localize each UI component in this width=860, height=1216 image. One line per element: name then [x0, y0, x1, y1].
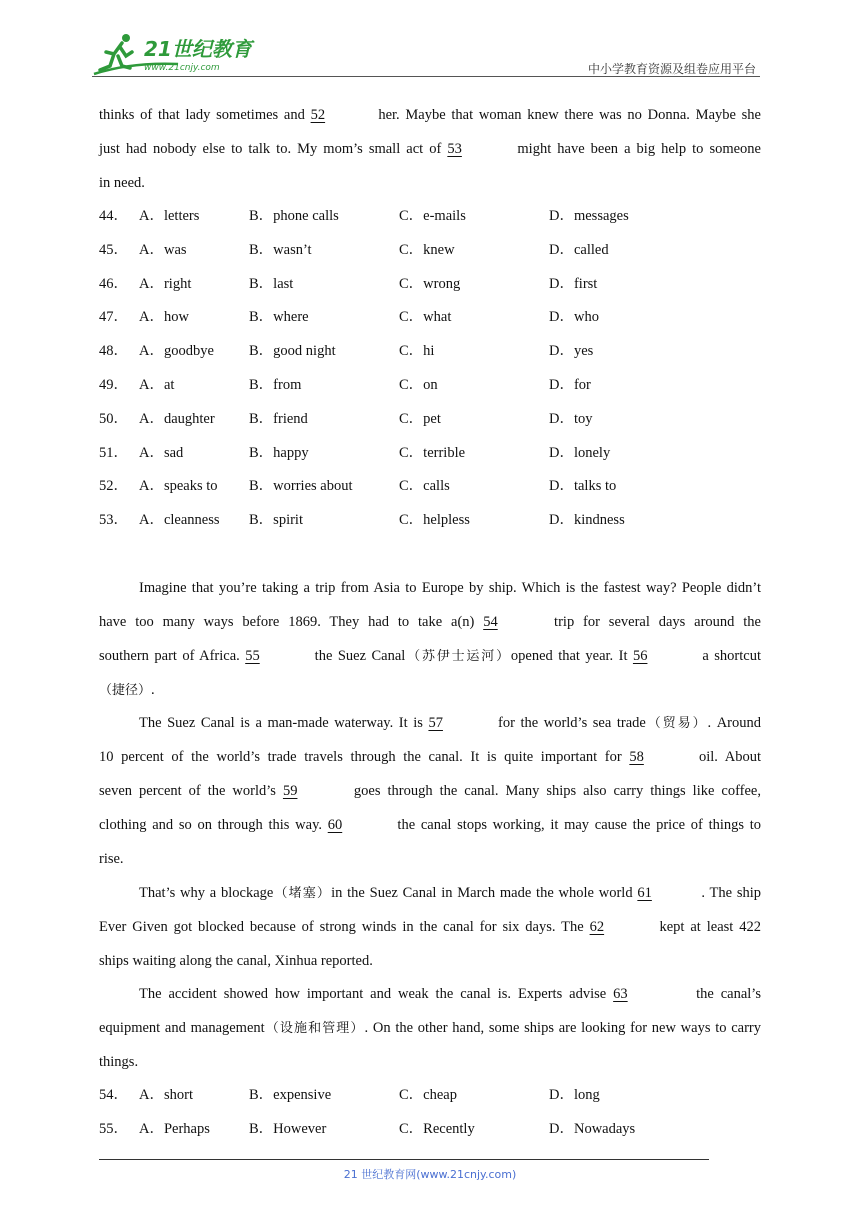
- passage-line: equipment and management（设施和管理）. On the other hand, some ships are looking for new ways to carry: [99, 1020, 761, 1036]
- passage-line: Imagine that you’re taking a trip from Asia to Europe by ship. Which is the fastest way? People didn’t: [139, 580, 761, 596]
- option-c: C．wrong: [399, 275, 461, 292]
- blank-55: 55: [245, 648, 260, 664]
- option-a: A．at: [139, 377, 175, 393]
- blank-52: 52: [310, 107, 326, 123]
- page-header: [92, 30, 760, 78]
- option-row: [99, 206, 761, 226]
- option-b: B．friend: [249, 410, 308, 427]
- option-c: C．e-mails: [399, 208, 466, 224]
- option-row: [99, 307, 761, 327]
- passage-line: southern part of Africa. 55 the Suez Canal（苏伊士运河）opened that year. It 56 a shortcut: [99, 648, 761, 664]
- option-d: D．who: [549, 309, 599, 326]
- option-a: A．how: [139, 309, 189, 326]
- passage-line: just had nobody else to talk to. My mom’s small act of 53 might have been a big help to someone: [99, 141, 761, 157]
- blank-57: 57: [428, 715, 443, 731]
- option-c: C．knew: [399, 241, 455, 258]
- passage-line: Ever Given got blocked because of strong winds in the canal for six days. The 62 kept at least 422: [99, 919, 761, 935]
- question-number: 55．: [99, 1121, 128, 1137]
- option-row: [99, 375, 761, 395]
- passage-line: That’s why a blockage（堵塞）in the Suez Canal in March made the whole world 61 . The ship: [139, 885, 761, 901]
- option-b: B．where: [249, 309, 309, 326]
- passage-line: things.: [99, 1054, 139, 1070]
- question-number: 44．: [99, 208, 128, 224]
- question-number: 48．: [99, 343, 128, 360]
- option-row: [99, 510, 761, 530]
- blank-58: 58: [629, 749, 644, 765]
- option-row: [99, 1085, 761, 1105]
- question-number: 51．: [99, 444, 128, 461]
- question-number: 50．: [99, 410, 128, 427]
- option-b: B．wasn’t: [249, 241, 312, 258]
- option-a: A．Perhaps: [139, 1121, 210, 1137]
- option-a: A．sad: [139, 444, 184, 461]
- svg-text:21世纪教育: 21世纪教育: [144, 37, 252, 61]
- question-number: 49．: [99, 377, 128, 393]
- passage-line: have too many ways before 1869. They had to take a(n) 54 trip for several days around the: [99, 614, 761, 630]
- question-number: 47．: [99, 309, 128, 326]
- header-rule: [92, 76, 760, 77]
- question-number: 52．: [99, 478, 128, 495]
- option-d: D．lonely: [549, 444, 611, 461]
- option-d: D．Nowadays: [549, 1121, 636, 1137]
- option-b: B．last: [249, 275, 294, 292]
- option-b: B．phone calls: [249, 208, 339, 224]
- option-b: B．happy: [249, 444, 309, 461]
- question-number: 46．: [99, 275, 128, 292]
- option-c: C．helpless: [399, 512, 470, 529]
- option-c: C．cheap: [399, 1087, 457, 1103]
- blank-56: 56: [632, 648, 648, 664]
- option-d: D．talks to: [549, 478, 617, 495]
- question-number: 53．: [99, 512, 128, 529]
- option-d: D．kindness: [549, 512, 625, 529]
- question-number: 45．: [99, 241, 128, 258]
- option-d: D．called: [549, 241, 609, 258]
- option-row: [99, 1119, 761, 1139]
- option-a: A．daughter: [139, 410, 215, 427]
- option-c: C．hi: [399, 343, 435, 360]
- option-c: C．terrible: [399, 444, 466, 461]
- option-b: B．worries about: [249, 478, 353, 495]
- passage-line: 10 percent of the world’s trade travels through the canal. It is quite important for 58 oil. About: [99, 749, 761, 765]
- option-b: B．expensive: [249, 1087, 332, 1103]
- site-logo: [92, 32, 262, 76]
- footer-rule: [99, 1159, 709, 1160]
- option-a: A．letters: [139, 208, 200, 224]
- option-d: D．first: [549, 275, 598, 292]
- option-c: C．pet: [399, 410, 441, 427]
- option-b: B．spirit: [249, 512, 303, 529]
- option-row: [99, 341, 761, 361]
- option-d: D．long: [549, 1087, 600, 1103]
- passage-line: clothing and so on through this way. 60 the canal stops working, it may cause the price of things to: [99, 817, 762, 833]
- page-footer: 21 世纪教育网(www.21cnjy.com): [343, 1168, 517, 1181]
- option-a: A．speaks to: [139, 478, 218, 495]
- option-a: A．goodbye: [139, 343, 214, 360]
- option-d: D．messages: [549, 208, 629, 224]
- option-a: A．cleanness: [139, 512, 220, 529]
- passage-line: seven percent of the world’s 59 goes through the canal. Many ships also carry things like coffee,: [99, 783, 761, 799]
- option-row: [99, 443, 761, 463]
- passage-line: （捷径）.: [99, 682, 155, 698]
- blank-62: 62: [589, 919, 605, 935]
- platform-name: 中小学教育资源及组卷应用平台: [587, 62, 756, 76]
- option-row: [99, 476, 761, 496]
- option-a: A．right: [139, 275, 192, 292]
- svg-text:www.21cnjy.com: www.21cnjy.com: [144, 63, 220, 73]
- blank-53: 53: [447, 141, 462, 157]
- passage-line: in need.: [99, 175, 145, 191]
- blank-60: 60: [327, 817, 343, 833]
- passage-line: thinks of that lady sometimes and 52 her. Maybe that woman knew there was no Donna. Maybe she: [99, 107, 761, 123]
- blank-59: 59: [282, 783, 298, 799]
- option-b: B．from: [249, 377, 302, 393]
- option-row: [99, 240, 761, 260]
- passage-line: rise.: [99, 851, 124, 867]
- option-a: A．was: [139, 241, 187, 258]
- option-d: D．yes: [549, 343, 594, 360]
- passage-line: The Suez Canal is a man-made waterway. It is 57 for the world’s sea trade（贸易）. Around: [139, 715, 761, 731]
- blank-63: 63: [613, 986, 628, 1002]
- option-row: [99, 274, 761, 294]
- option-b: B．However: [249, 1121, 327, 1137]
- option-b: B．good night: [249, 343, 336, 360]
- blank-54: 54: [483, 614, 498, 630]
- option-c: C．calls: [399, 478, 450, 495]
- passage-line: The accident showed how important and weak the canal is. Experts advise 63 the canal’s: [139, 986, 761, 1002]
- option-c: C．Recently: [399, 1121, 475, 1137]
- option-c: C．on: [399, 377, 438, 393]
- option-a: A．short: [139, 1087, 193, 1103]
- passage-line: ships waiting along the canal, Xinhua reported.: [99, 953, 373, 969]
- question-number: 54．: [99, 1087, 128, 1103]
- option-row: [99, 409, 761, 429]
- option-c: C．what: [399, 309, 452, 326]
- option-d: D．for: [549, 377, 591, 393]
- blank-61: 61: [637, 885, 652, 901]
- option-d: D．toy: [549, 410, 593, 427]
